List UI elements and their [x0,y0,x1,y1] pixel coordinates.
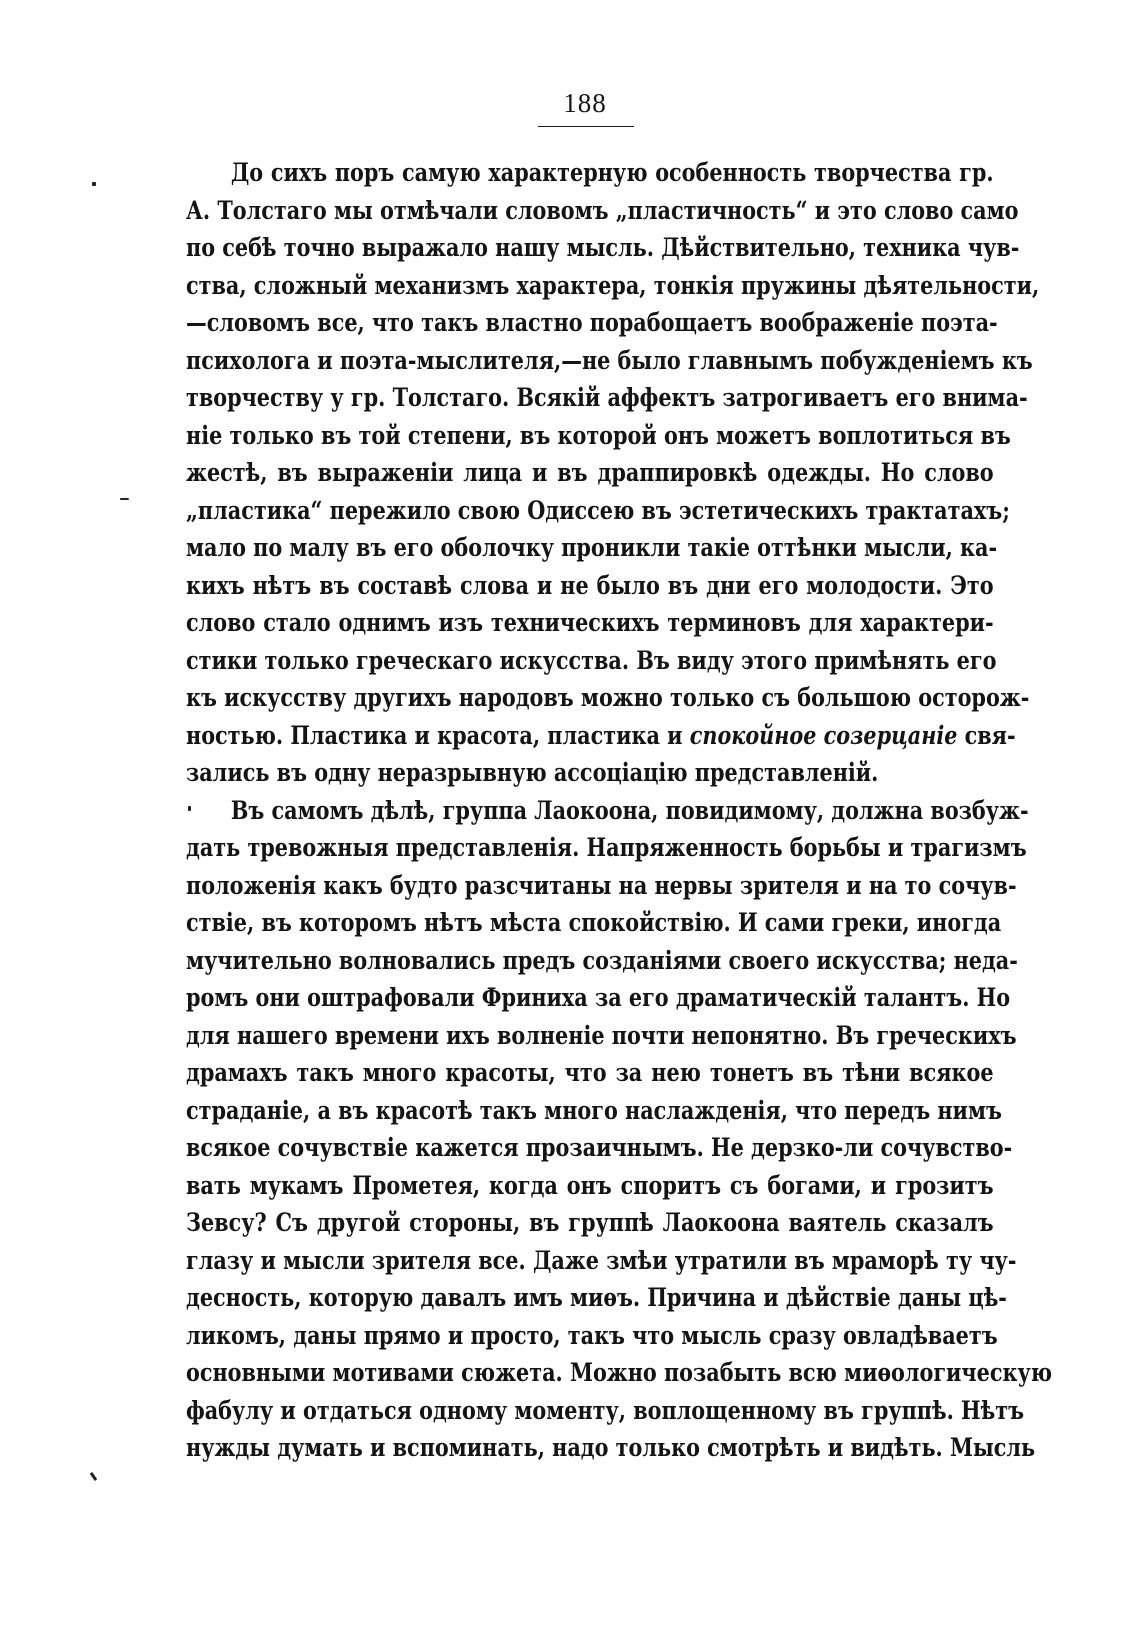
text-line: кихъ нѣтъ въ составѣ слова и не было въ дни его молодости. Это [186,570,994,600]
text-line: дать тревожныя представленія. Напряженность борьбы и трагизмъ [186,833,1027,862]
text-line: ства, сложный механизмъ характера, тонкія пружины дѣятельности, [186,270,1040,300]
text-line: Въ самомъ дѣлѣ, группа Лаокоона, повидимому, должна возбуж- [230,795,1029,825]
text-line: положенія какъ будто разсчитаны на нервы зрителя и на то сочув- [186,870,1017,900]
text-line: фабулу и отдаться одному моменту, воплощенному въ группѣ. Нѣтъ [186,1395,1025,1425]
margin-speck [92,182,96,186]
text-line: жестѣ, въ выраженіи лица и въ драппировкѣ одежды. Но слово [186,458,994,487]
page-number-rule [538,126,634,127]
text-line: До сихъ поръ самую характерную особенность творчества гр. [230,158,994,187]
text-line: ніе только въ той степени, въ которой онъ можетъ воплотиться въ [186,420,1011,450]
text-line: мало по малу въ его оболочку проникли такіе оттѣнки мысли, ка- [186,533,998,562]
text-line: слово стало однимъ изъ техническихъ терминовъ для характери- [186,608,994,637]
text-line: психолога и поэта-мыслителя,—не было главнымъ побужденіемъ къ [186,345,1033,375]
text-line: по себѣ точно выражало нашу мысль. Дѣйствительно, техника чув- [186,233,1020,262]
text-line: —словомъ все, что такъ властно порабощаетъ воображеніе поэта- [186,308,998,337]
paragraph-1 [186,154,1040,792]
text-line: къ искусству другихъ народовъ можно только съ большою осторож- [186,683,1030,712]
text-segment: свя- [957,720,1016,750]
text-line: мучительно волновались предъ созданіями своего искусства; неда- [186,945,1018,975]
text-line-with-italic [186,717,1016,755]
text-line: страданіе, а въ красотѣ такъ много наслажденія, что передъ нимъ [186,1095,1002,1125]
text-line: основными мотивами сюжета. Можно позабыть всю миѳологическую [186,1358,1053,1387]
text-line: для нашего времени ихъ волненіе почти непонятно. Въ греческихъ [186,1020,1017,1050]
text-line: драмахъ такъ много красоты, что за нею тонетъ въ тѣни всякое [186,1058,994,1087]
text-line: глазу и мысли зрителя все. Даже змѣи утратили въ мраморѣ ту чу- [186,1245,1017,1275]
text-line: ромъ они оштрафовали Фриниха за его драматическій талантъ. Но [186,983,1011,1012]
text-line: зались въ одну неразрывную ассоціацію представленій. [186,758,879,787]
text-segment: ностью. Пластика и красота, пластика и [186,720,690,750]
text-line: ликомъ, даны прямо и просто, такъ что мысль сразу овладѣваетъ [186,1320,998,1350]
text-line: „пластика“ пережило свою Одиссею въ эстетическихъ трактатахъ; [186,495,1010,525]
text-line: стики только греческаго искусства. Въ виду этого примѣнять его [186,645,997,675]
text-line: Зевсу? Съ другой стороны, въ группѣ Лаокоона ваятель сказалъ [186,1208,994,1237]
body-text [186,154,1053,1467]
text-line: А. Толстаго мы отмѣчали словомъ „пластичность“ и это слово само [186,195,1019,225]
text-line: вать мукамъ Прометея, когда онъ споритъ съ богами, и грозитъ [186,1170,994,1200]
text-line: нужды думать и вспоминать, надо только смотрѣть и видѣть. Мысль [186,1433,1036,1462]
text-line: творчеству у гр. Толстаго. Всякій аффектъ затрогиваетъ его внима- [186,383,1028,412]
margin-speck [120,498,129,500]
margin-speck [90,1472,98,1481]
text-line: ствіе, въ которомъ нѣтъ мѣста спокойствію. И сами греки, иногда [186,908,1002,937]
page-number: 188 [563,88,607,118]
text-line: десность, которую давалъ имъ миѳъ. Причина и дѣйствіе даны цѣ- [186,1283,1007,1312]
italic-phrase: спокойное созерцаніе [689,720,958,750]
paragraph-2 [186,792,1053,1467]
text-line: всякое сочувствіе кажется прозаичнымъ. Не дерзко-ли сочувство- [186,1133,1013,1162]
